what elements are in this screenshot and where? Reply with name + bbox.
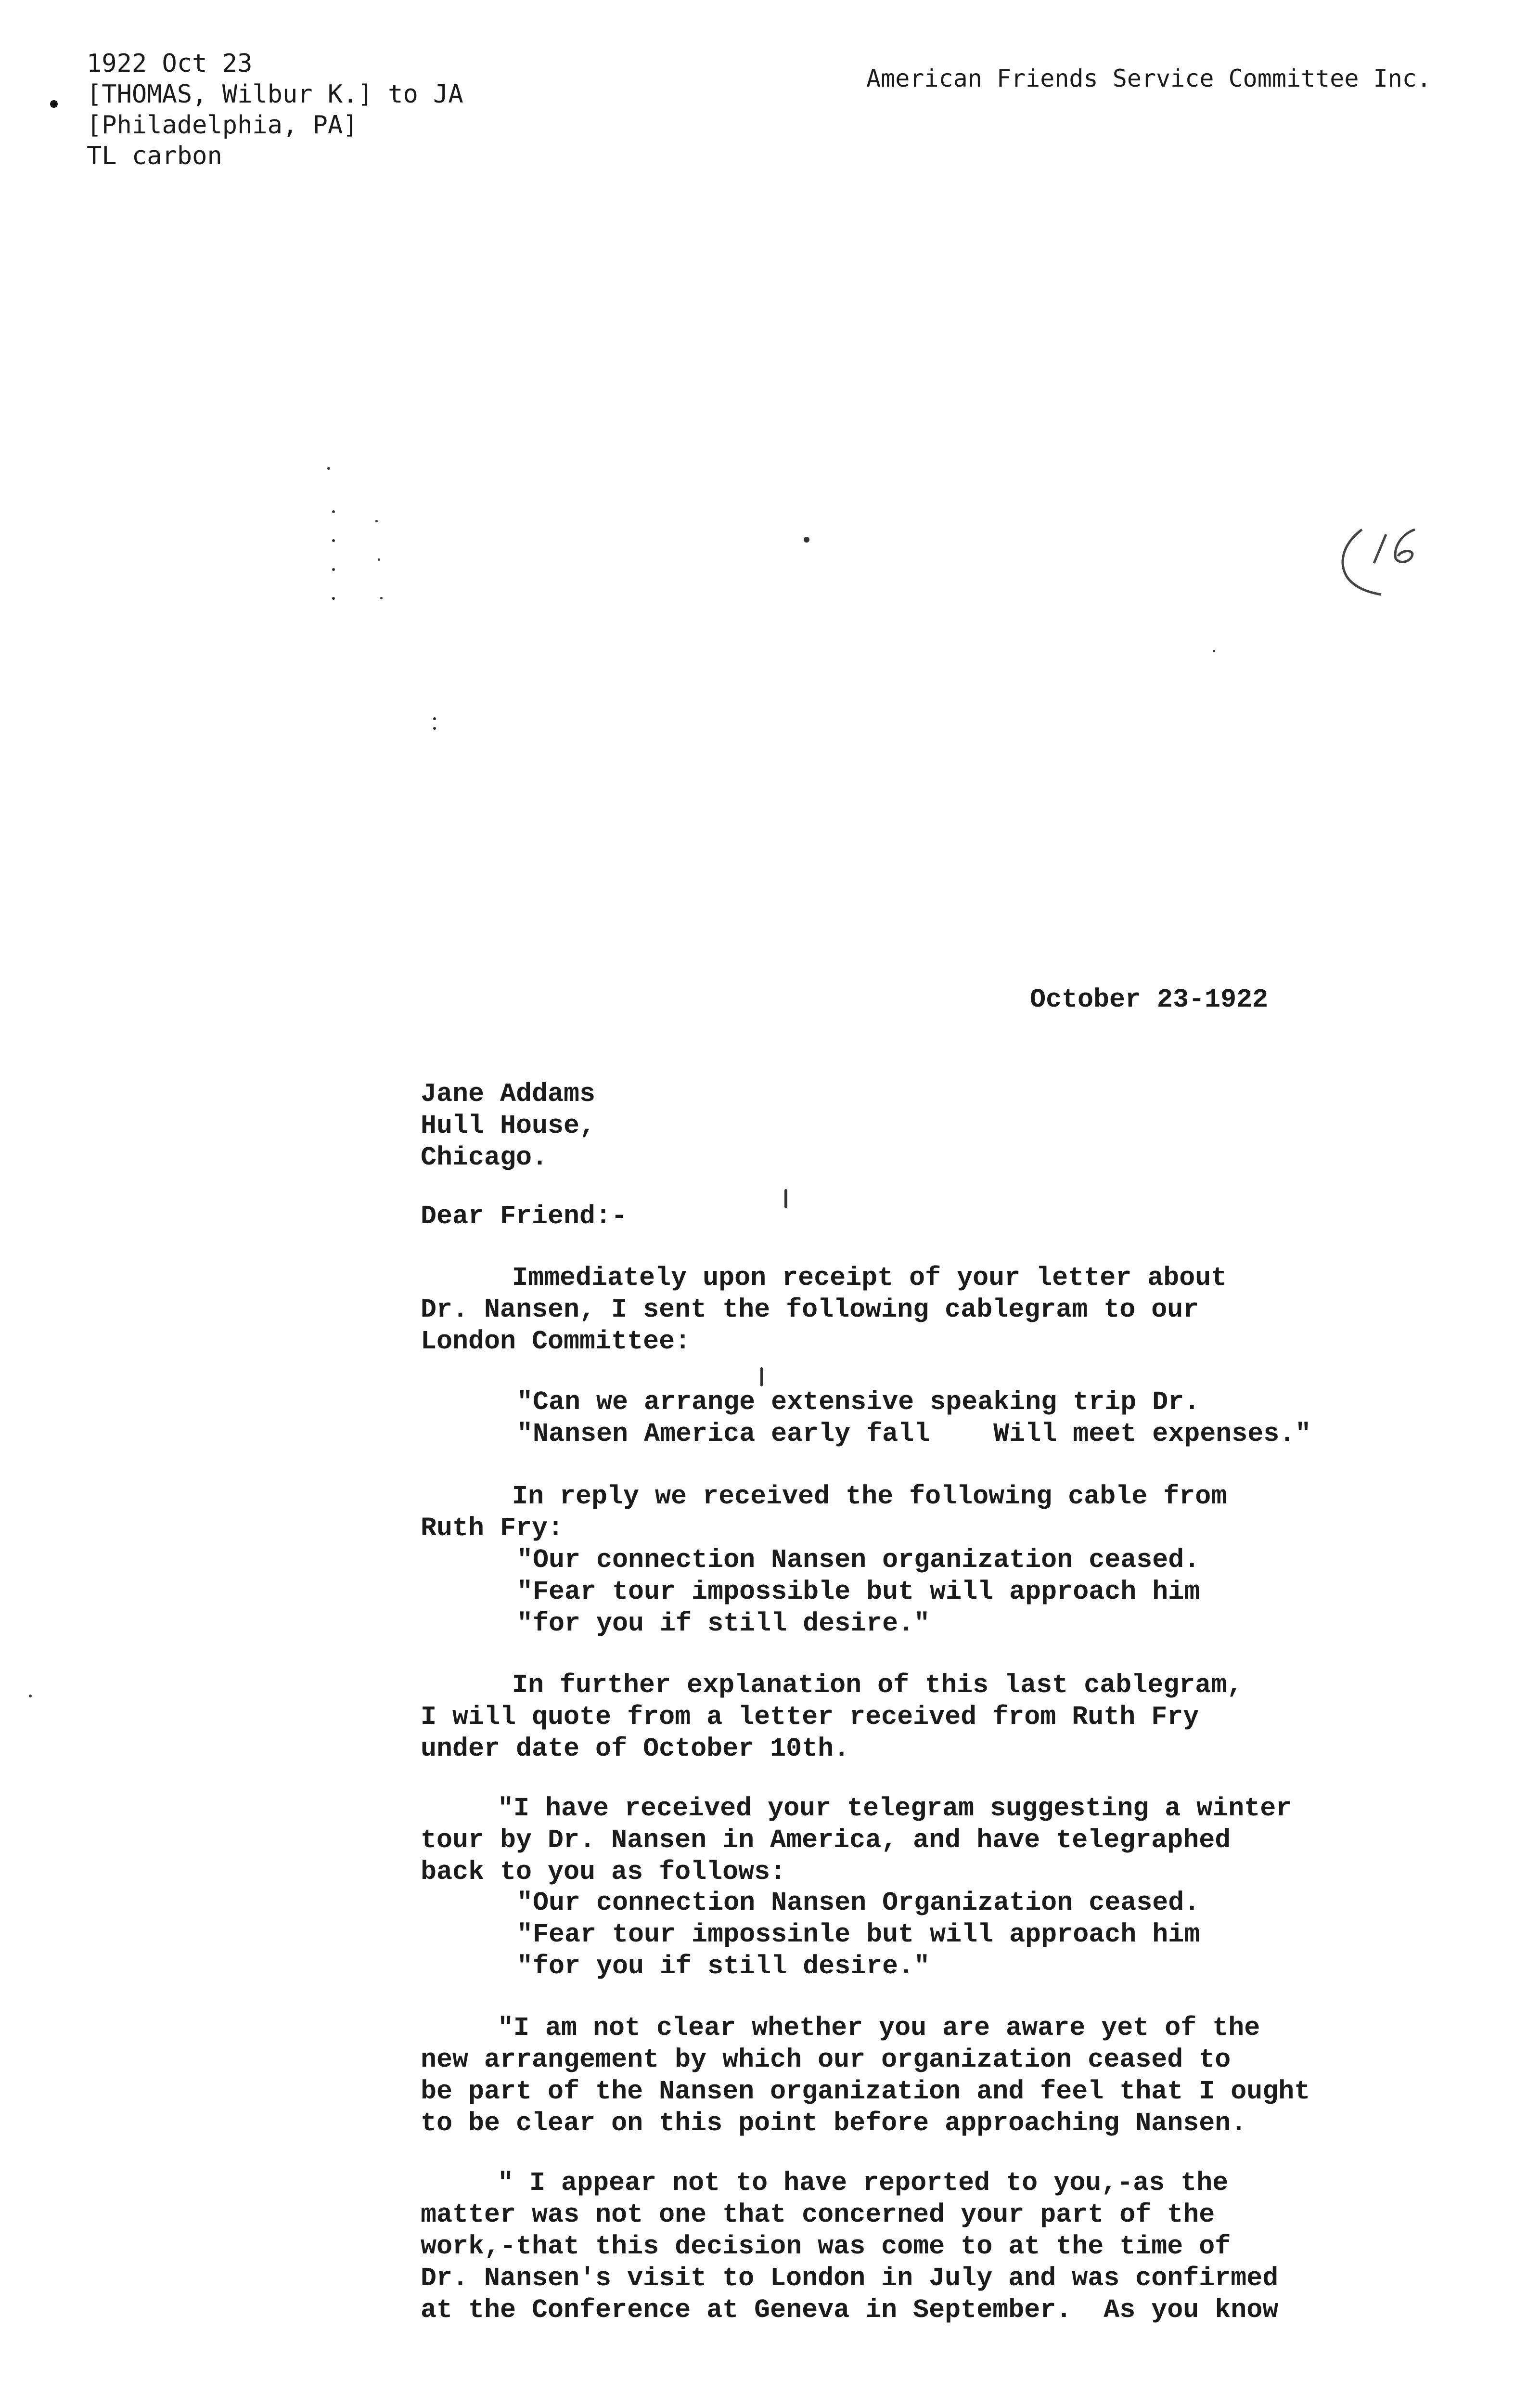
text-line: work,-that this decision was come to at the time of bbox=[421, 2231, 1231, 2262]
text-line: "Our connection Nansen organization ceased. bbox=[517, 1545, 1200, 1575]
scan-speck bbox=[29, 1695, 32, 1697]
text-line: Ruth Fry: bbox=[421, 1513, 564, 1543]
scan-speck bbox=[332, 510, 335, 513]
text-line: "Fear tour impossible but will approach him bbox=[517, 1577, 1200, 1607]
text-line: "for you if still desire." bbox=[517, 1608, 930, 1639]
text-line: "Can we arrange extensive speaking trip Dr. bbox=[517, 1387, 1200, 1417]
recipient-line2: Hull House, bbox=[421, 1111, 596, 1141]
cablegram-quote-2 bbox=[421, 1544, 1200, 1640]
text-line: Dr. Nansen's visit to London in July and was confirmed bbox=[421, 2263, 1279, 2293]
paragraph-5 bbox=[421, 2012, 1310, 2139]
text-line: London Committee: bbox=[421, 1326, 691, 1357]
text-line: at the Conference at Geneva in September. As you know bbox=[421, 2295, 1279, 2325]
text-line: "I am not clear whether you are aware yet of the bbox=[498, 2013, 1260, 2043]
paragraph-6 bbox=[421, 2167, 1278, 2326]
scan-speck bbox=[332, 539, 335, 542]
text-line: In reply we received the following cable from bbox=[512, 1481, 1227, 1512]
text-line: new arrangement by which our organization ceased to bbox=[421, 2045, 1231, 2075]
margin-dot bbox=[50, 100, 58, 108]
scan-speck bbox=[433, 717, 436, 720]
text-line: "Fear tour impossinle but will approach him bbox=[517, 1919, 1200, 1950]
scan-speck bbox=[433, 727, 436, 730]
scan-speck bbox=[378, 558, 380, 561]
handwritten-page-mark bbox=[1328, 520, 1434, 597]
scan-speck bbox=[375, 520, 378, 522]
letter-date: October 23-1922 bbox=[1030, 984, 1269, 1015]
text-line: "Nansen America early fall Will meet expenses." bbox=[517, 1419, 1311, 1449]
scan-speck bbox=[332, 597, 335, 600]
cablegram-quote-1 bbox=[421, 1386, 1311, 1450]
text-line: I will quote from a letter received from Ruth Fry bbox=[421, 1702, 1199, 1732]
recipient-address bbox=[421, 1078, 595, 1174]
scan-speck bbox=[332, 568, 335, 571]
text-line: " I appear not to have reported to you,-as the bbox=[498, 2168, 1229, 2198]
archive-date: 1922 Oct 23 bbox=[87, 49, 253, 78]
text-line: In further explanation of this last cablegram, bbox=[512, 1670, 1243, 1700]
paragraph-2 bbox=[421, 1481, 1227, 1544]
scan-speck bbox=[327, 467, 330, 470]
text-line: Immediately upon receipt of your letter about bbox=[512, 1263, 1227, 1293]
scan-speck bbox=[760, 1367, 763, 1386]
archive-correspondents: [THOMAS, Wilbur K.] to JA bbox=[87, 80, 463, 109]
cablegram-quote-3 bbox=[421, 1887, 1200, 1982]
paragraph-4 bbox=[421, 1793, 1292, 1888]
text-line: under date of October 10th. bbox=[421, 1734, 850, 1764]
text-line: back to you as follows: bbox=[421, 1857, 786, 1887]
recipient-line3: Chicago. bbox=[421, 1142, 548, 1173]
text-line: tour by Dr. Nansen in America, and have telegraphed bbox=[421, 1825, 1231, 1855]
archive-doc-type: TL carbon bbox=[87, 142, 222, 170]
paragraph-3 bbox=[421, 1669, 1243, 1765]
text-line: "for you if still desire." bbox=[517, 1951, 930, 1981]
archive-place: [Philadelphia, PA] bbox=[87, 111, 358, 140]
scan-speck bbox=[784, 1189, 787, 1208]
text-line: be part of the Nansen organization and feel that I ought bbox=[421, 2076, 1310, 2107]
text-line: Dr. Nansen, I sent the following cablegram to our bbox=[421, 1294, 1199, 1325]
text-line: to be clear on this point before approaching Nansen. bbox=[421, 2108, 1247, 2138]
paragraph-1 bbox=[421, 1262, 1227, 1358]
organization-name: American Friends Service Committee Inc. bbox=[866, 65, 1431, 92]
scan-speck bbox=[1213, 650, 1215, 652]
salutation: Dear Friend:- bbox=[421, 1201, 628, 1231]
scan-speck bbox=[380, 597, 383, 599]
scan-speck bbox=[804, 537, 809, 543]
text-line: matter was not one that concerned your part of the bbox=[421, 2200, 1215, 2230]
text-line: "I have received your telegram suggesting a winter bbox=[498, 1793, 1292, 1824]
archive-header bbox=[87, 48, 463, 171]
recipient-name: Jane Addams bbox=[421, 1079, 596, 1109]
text-line: "Our connection Nansen Organization ceased. bbox=[517, 1888, 1200, 1918]
